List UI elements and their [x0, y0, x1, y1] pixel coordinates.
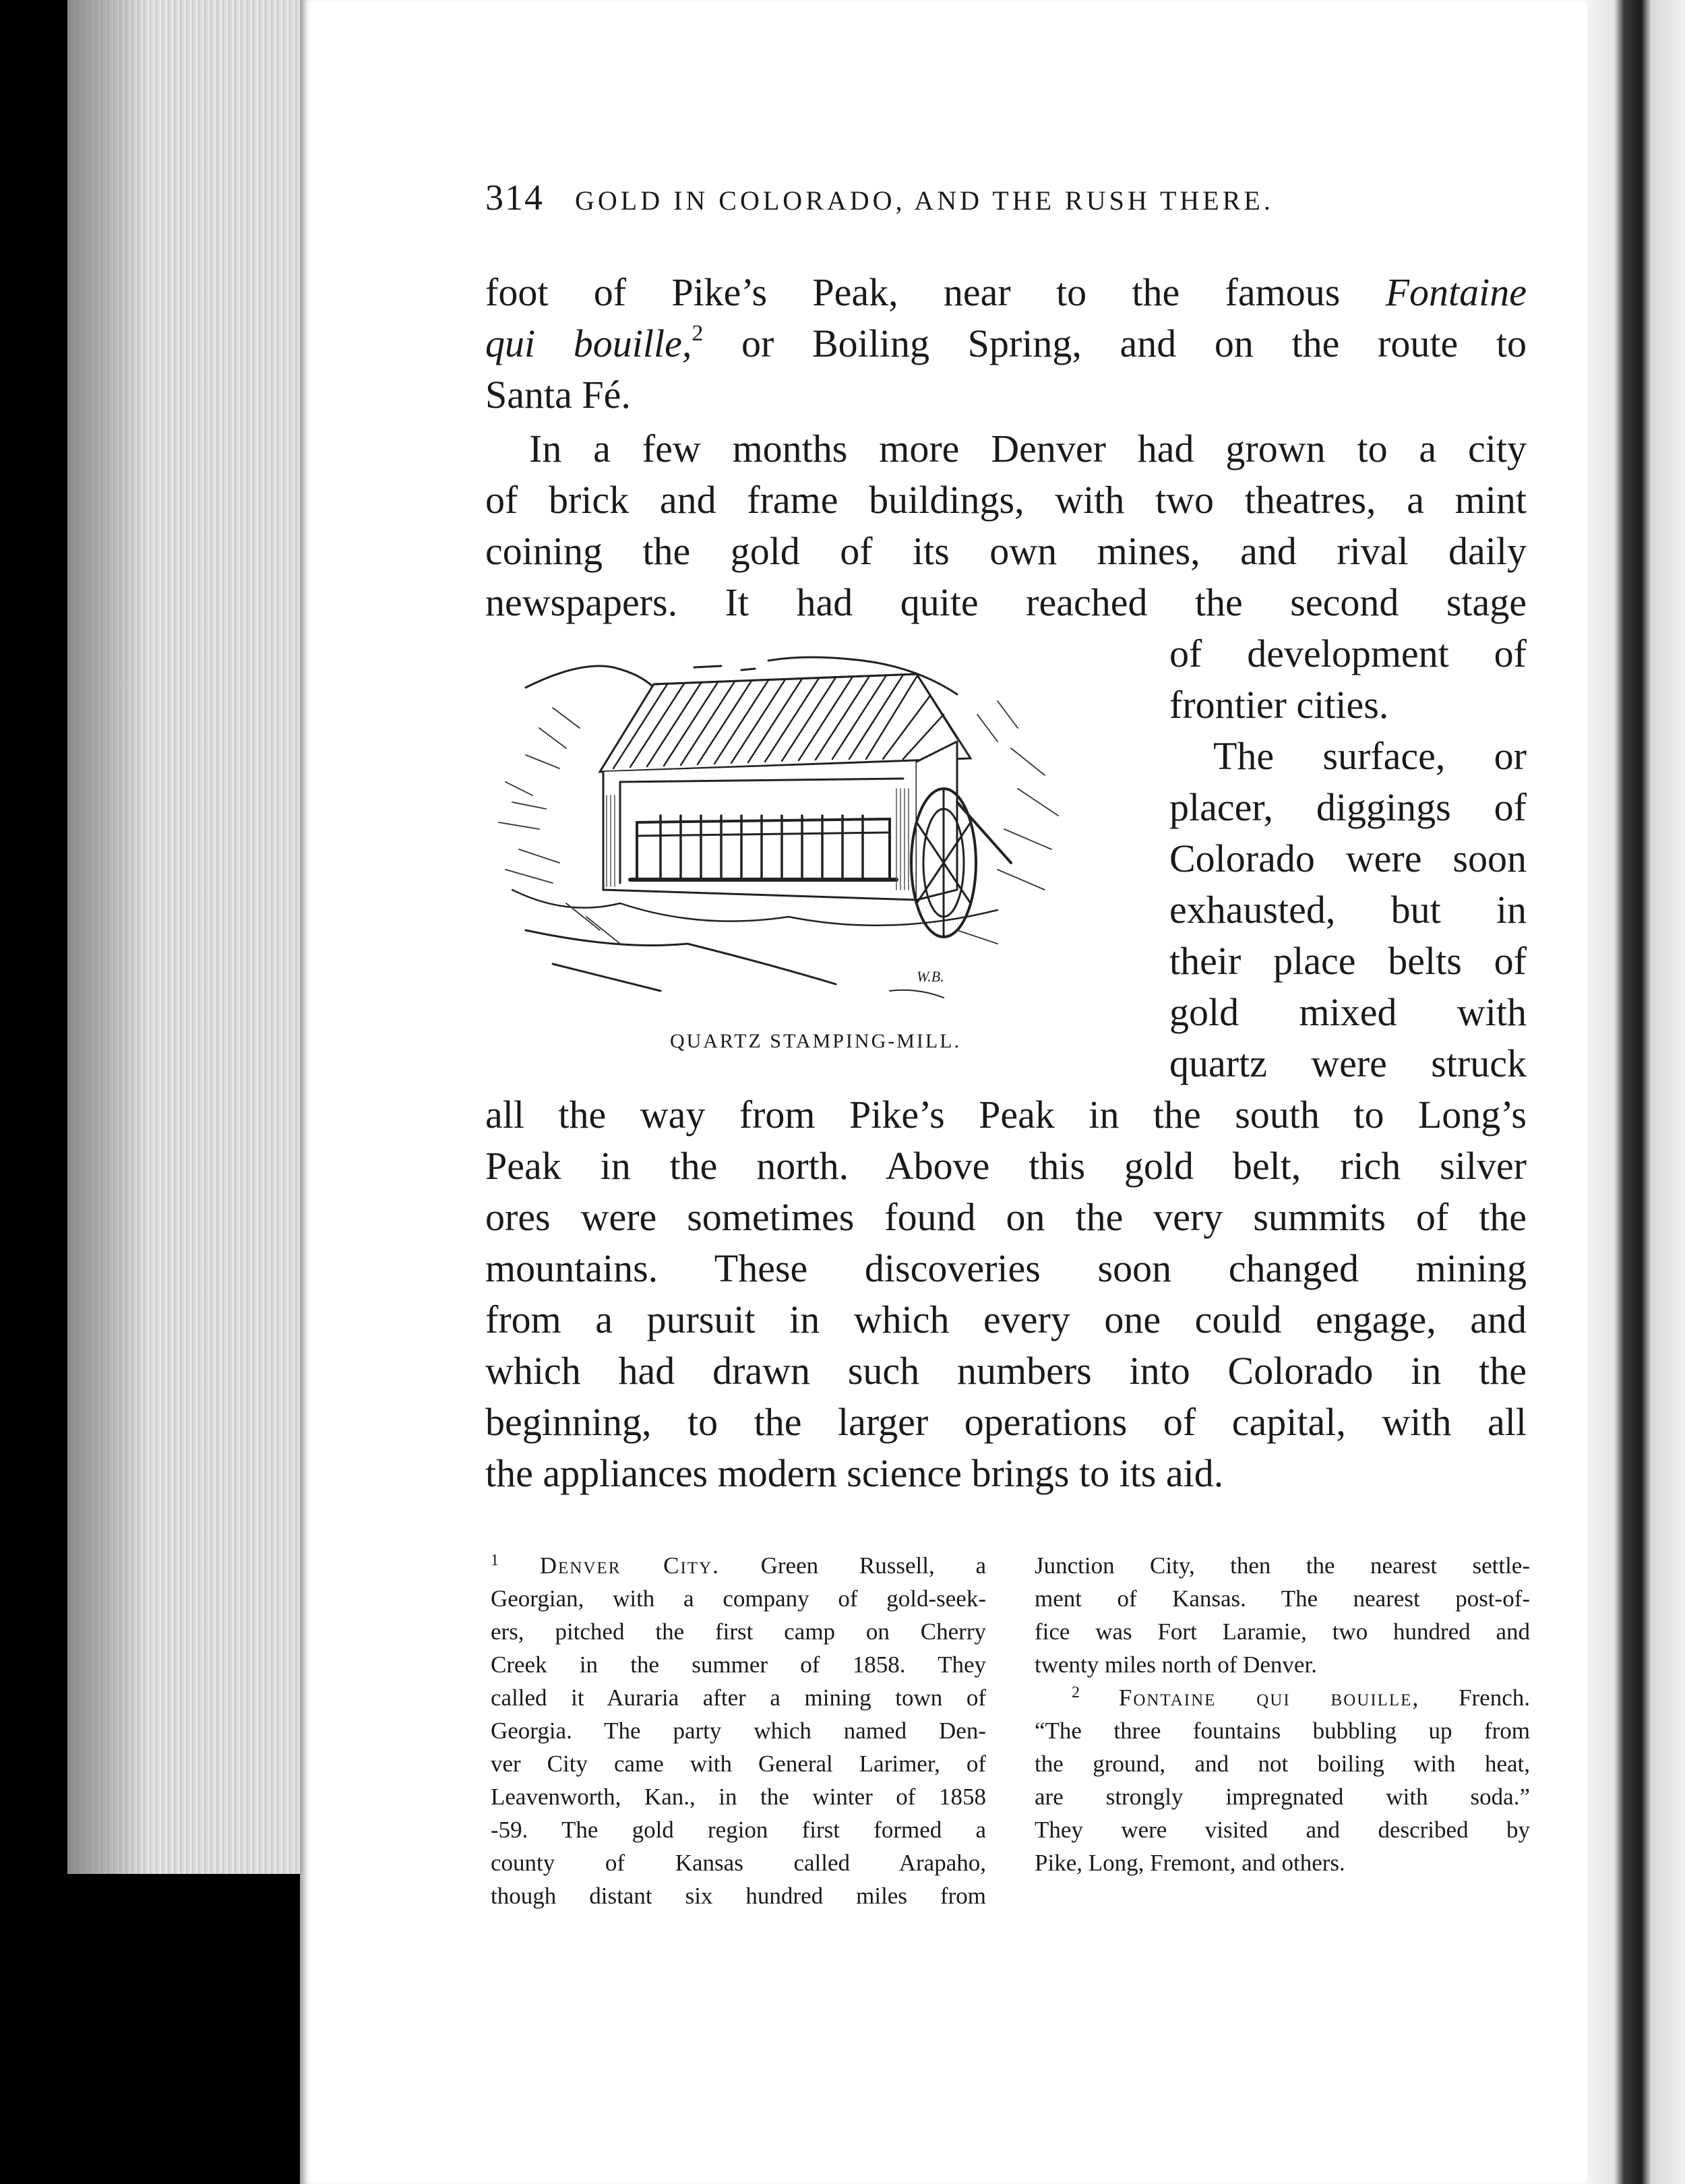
footnote-1-heading: Denver City.: [539, 1552, 720, 1579]
body-line-15: gold mixed with: [1169, 990, 1527, 1034]
body-line-21: from a pursuit in which every one could engage, and: [485, 1298, 1527, 1341]
stamping-mill-engraving: [485, 647, 1078, 1025]
body-line-16: quartz were struck: [1169, 1041, 1527, 1085]
chapter-title: GOLD IN COLORADO, AND THE RUSH THERE.: [575, 185, 1274, 216]
body-line-14: their place belts of: [1169, 939, 1527, 983]
body-line-17: all the way from Pike’s Peak in the south to Long’s: [485, 1093, 1527, 1136]
mountain-outline-left: [526, 666, 654, 688]
footnote-1-cont-line-3: fice was Fort Laramie, two hundred and: [1035, 1618, 1530, 1645]
body-line-4: In a few months more Denver had grown to a city: [529, 427, 1527, 471]
footnote-ref-2: 2: [692, 321, 704, 346]
footnote-1-line-1: [491, 1549, 986, 1582]
footnote-1-line-4: Creek in the summer of 1858. They: [491, 1651, 986, 1678]
footnote-1-line-10: county of Kansas called Arapaho,: [491, 1850, 986, 1876]
book-page-edges: [67, 0, 300, 1874]
body-line-19: ores were sometimes found on the very summits of the: [485, 1195, 1527, 1239]
body-line-12: Colorado were soon: [1169, 837, 1527, 880]
engraver-signature: W.B.: [917, 968, 944, 985]
body-line-5: of brick and frame buildings, with two theatres, a mint: [485, 478, 1527, 522]
footnote-1-line-5: called it Auraria after a mining town of: [491, 1685, 986, 1711]
footnote-2-line-1-rest: French.: [1419, 1685, 1531, 1711]
footnote-1-line-9: -59. The gold region first formed a: [491, 1817, 986, 1843]
footnote-1-cont-line-1: Junction City, then the nearest settle-: [1035, 1552, 1530, 1579]
body-line-2-rest: or Boiling Spring, and on the route to: [703, 322, 1527, 365]
qui-bouille-italic: qui bouille,: [485, 322, 692, 365]
footnote-marker-1: 1: [491, 1552, 499, 1569]
body-line-24: the appliances modern science brings to its aid.: [485, 1451, 1224, 1495]
footnote-2-line-2: “The three fountains bubbling up from: [1035, 1718, 1530, 1744]
body-line-18: Peak in the north. Above this gold belt, rich silver: [485, 1144, 1527, 1188]
stamping-mill-illustration: [485, 647, 1078, 1025]
body-line-10: The surface, or: [1213, 734, 1527, 778]
footnote-2-line-5: They were visited and described by: [1035, 1817, 1530, 1843]
body-line-3: Santa Fé.: [485, 373, 631, 417]
body-line-8: of development of: [1169, 632, 1527, 675]
body-line-20: mountains. These discoveries soon changed mining: [485, 1246, 1527, 1290]
footnote-2-line-3: the ground, and not boiling with heat,: [1035, 1751, 1530, 1777]
running-head: [485, 177, 1456, 218]
body-line-23: beginning, to the larger operations of capital, with all: [485, 1400, 1527, 1444]
scan-border-left: [0, 0, 67, 2184]
body-line-9: frontier cities.: [1169, 683, 1389, 727]
footnote-1-line-6: Georgia. The party which named Den-: [491, 1718, 986, 1744]
body-line-1: [485, 267, 1527, 318]
footnote-2-line-1: [1035, 1681, 1530, 1714]
body-line-11: placer, diggings of: [1169, 785, 1527, 829]
footnote-2-line-6: Pike, Long, Fremont, and others.: [1035, 1850, 1345, 1876]
body-line-22: which had drawn such numbers into Colorado in the: [485, 1349, 1527, 1393]
fontaine-italic: Fontaine: [1385, 270, 1527, 314]
footnote-1-line-1-rest: Green Russell, a: [719, 1552, 986, 1579]
footnote-2-heading: Fontaine qui bouille,: [1118, 1685, 1420, 1711]
book-right-edge: [1587, 0, 1685, 2184]
footnote-marker-2: 2: [1072, 1684, 1080, 1701]
footnote-1-line-3: ers, pitched the first camp on Cherry: [491, 1618, 986, 1645]
footnote-2-line-4: are strongly impregnated with soda.”: [1035, 1784, 1530, 1810]
body-line-6: coining the gold of its own mines, and rival daily: [485, 529, 1527, 573]
footnote-1-line-11: though distant six hundred miles from: [491, 1883, 986, 1909]
body-line-7: newspapers. It had quite reached the second stage: [485, 580, 1527, 624]
footnote-1-line-8: Leavenworth, Kan., in the winter of 1858: [491, 1784, 986, 1810]
page-number: 314: [485, 177, 544, 218]
footnote-1-cont-line-2: ment of Kansas. The nearest post-of-: [1035, 1585, 1530, 1612]
footnote-1-cont-line-4: twenty miles north of Denver.: [1035, 1651, 1317, 1678]
body-line-2: [485, 318, 1527, 369]
body-line-13: exhausted, but in: [1169, 888, 1527, 932]
figure-caption: QUARTZ STAMPING-MILL.: [669, 1030, 962, 1052]
body-line-1-text: foot of Pike’s Peak, near to the famous: [485, 270, 1386, 314]
footnote-1-line-7: ver City came with General Larimer, of: [491, 1751, 986, 1777]
footnote-1-line-2: Georgian, with a company of gold-seek-: [491, 1585, 986, 1612]
flume: [957, 802, 1011, 863]
